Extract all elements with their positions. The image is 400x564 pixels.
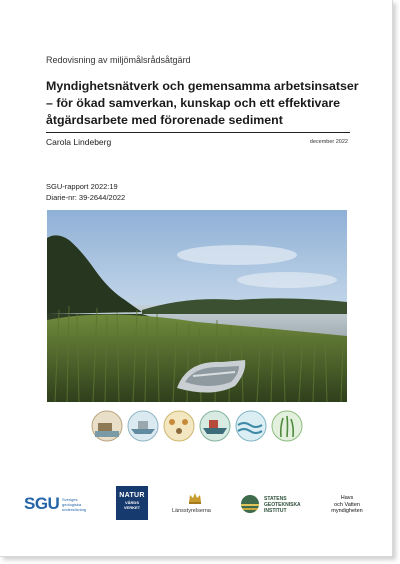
harbor-icon [92,411,122,441]
nv-line: VERKET [123,505,141,510]
agency-logos [0,478,392,528]
havet-text [324,495,370,515]
report-identifiers [46,181,125,203]
theme-icons [90,409,306,443]
sgi-logo [240,478,310,528]
naturvardsverket-logo [116,478,148,528]
cover-photo [47,210,347,402]
nv-line: VÅRDS [124,500,139,505]
title-line: åtgärdsarbete med förorenade sediment [46,113,283,127]
havet-line: Havs [340,495,354,501]
report-number: SGU-rapport 2022:19 [46,182,118,191]
naturvardsverket-box [116,486,148,520]
ship-icon [200,411,230,441]
molecules-icon [164,411,194,441]
sgu-subtitle-line: geologiska [62,501,82,507]
waves-icon [236,411,266,441]
title-line: – för ökad samverkan, kunskap och ett effektivare [46,96,341,110]
sgu-subtitle-line: Sveriges [62,497,78,502]
boats-icon [128,411,158,441]
sgi-line: GEOTEKNISKA [264,502,301,508]
aquatic-plants-icon [272,411,302,441]
lansstyrelserna-logo [172,478,222,528]
sgu-logo [24,478,86,528]
report-author: Carola Lindeberg [46,137,112,147]
title-divider [46,132,350,133]
sgi-emblem-icon [240,494,260,514]
sgu-subtitle [62,498,102,512]
nv-line: NATUR [119,492,145,499]
sgi-line: STATENS [264,496,287,502]
sgi-text [264,496,301,514]
lansstyrelserna-text: Länsstyrelserna [172,508,211,514]
crown-icon [188,492,202,504]
report-title [46,78,366,129]
report-date: december 2022 [309,139,348,145]
havet-line: och Vatten [334,501,360,508]
havet-logo [324,478,370,528]
sgu-wordmark: SGU [24,494,60,513]
report-kicker: Redovisning av miljömålsrådsåtgärd [46,55,191,65]
title-line: Myndighetsnätverk och gemensamma arbetsinsatser [46,79,359,93]
sgi-line: INSTITUT [264,508,287,514]
sgu-subtitle-line: undersökning [62,506,87,512]
diary-number: Diarie-nr: 39-2644/2022 [46,193,126,202]
havet-line: myndigheten [331,508,363,514]
